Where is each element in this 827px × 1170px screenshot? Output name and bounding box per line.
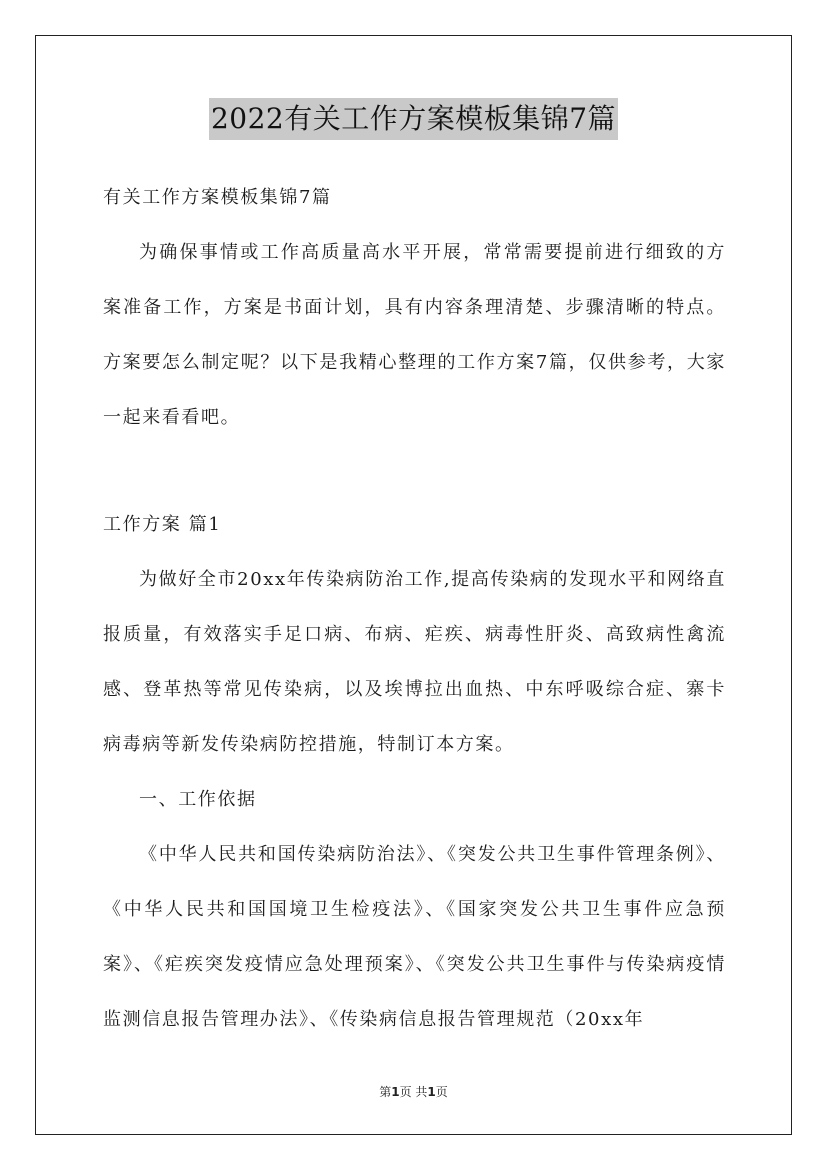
- page-total: 1: [427, 1085, 436, 1099]
- document-title: 2022有关工作方案模板集锦7篇: [209, 98, 618, 140]
- section-spacer: [103, 445, 726, 497]
- document-subtitle: 有关工作方案模板集锦7篇: [103, 187, 332, 208]
- subsection-heading: 一、工作依据: [139, 789, 257, 810]
- page-current: 1: [391, 1085, 400, 1099]
- section-heading: 工作方案 篇1: [103, 514, 222, 535]
- title-container: [0, 98, 827, 140]
- page-mid: 页 共: [399, 1085, 428, 1099]
- intro-paragraph: 为确保事情或工作高质量高水平开展，常常需要提前进行细致的方案准备工作，方案是书面计划，具有内容条理清楚、步骤清晰的特点。方案要怎么制定呢？以下是我精心整理的工作方案7篇，仅供参考，大家一起来看看吧。: [103, 242, 726, 428]
- subsection-paragraph: 《中华人民共和国传染病防治法》、《突发公共卫生事件管理条例》、《中华人民共和国国境卫生检疫法》、《国家突发公共卫生事件应急预案》、《疟疾突发疫情应急处理预案》、《突发公共卫生事件与传染病疫情监测信息报告管理办法》、《传染病信息报告管理规范（20xx年: [103, 844, 726, 1030]
- page-footer: [0, 1083, 827, 1100]
- section-paragraph: 为做好全市20xx年传染病防治工作,提高传染病的发现水平和网络直报质量，有效落实手足口病、布病、疟疾、病毒性肝炎、高致病性禽流感、登革热等常见传染病，以及埃博拉出血热、中东呼吸综合症、寨卡病毒病等新发传染病防控措施，特制订本方案。: [103, 569, 726, 755]
- page-prefix: 第: [379, 1085, 392, 1099]
- document-body: [103, 170, 726, 1047]
- page-suffix: 页: [435, 1085, 448, 1099]
